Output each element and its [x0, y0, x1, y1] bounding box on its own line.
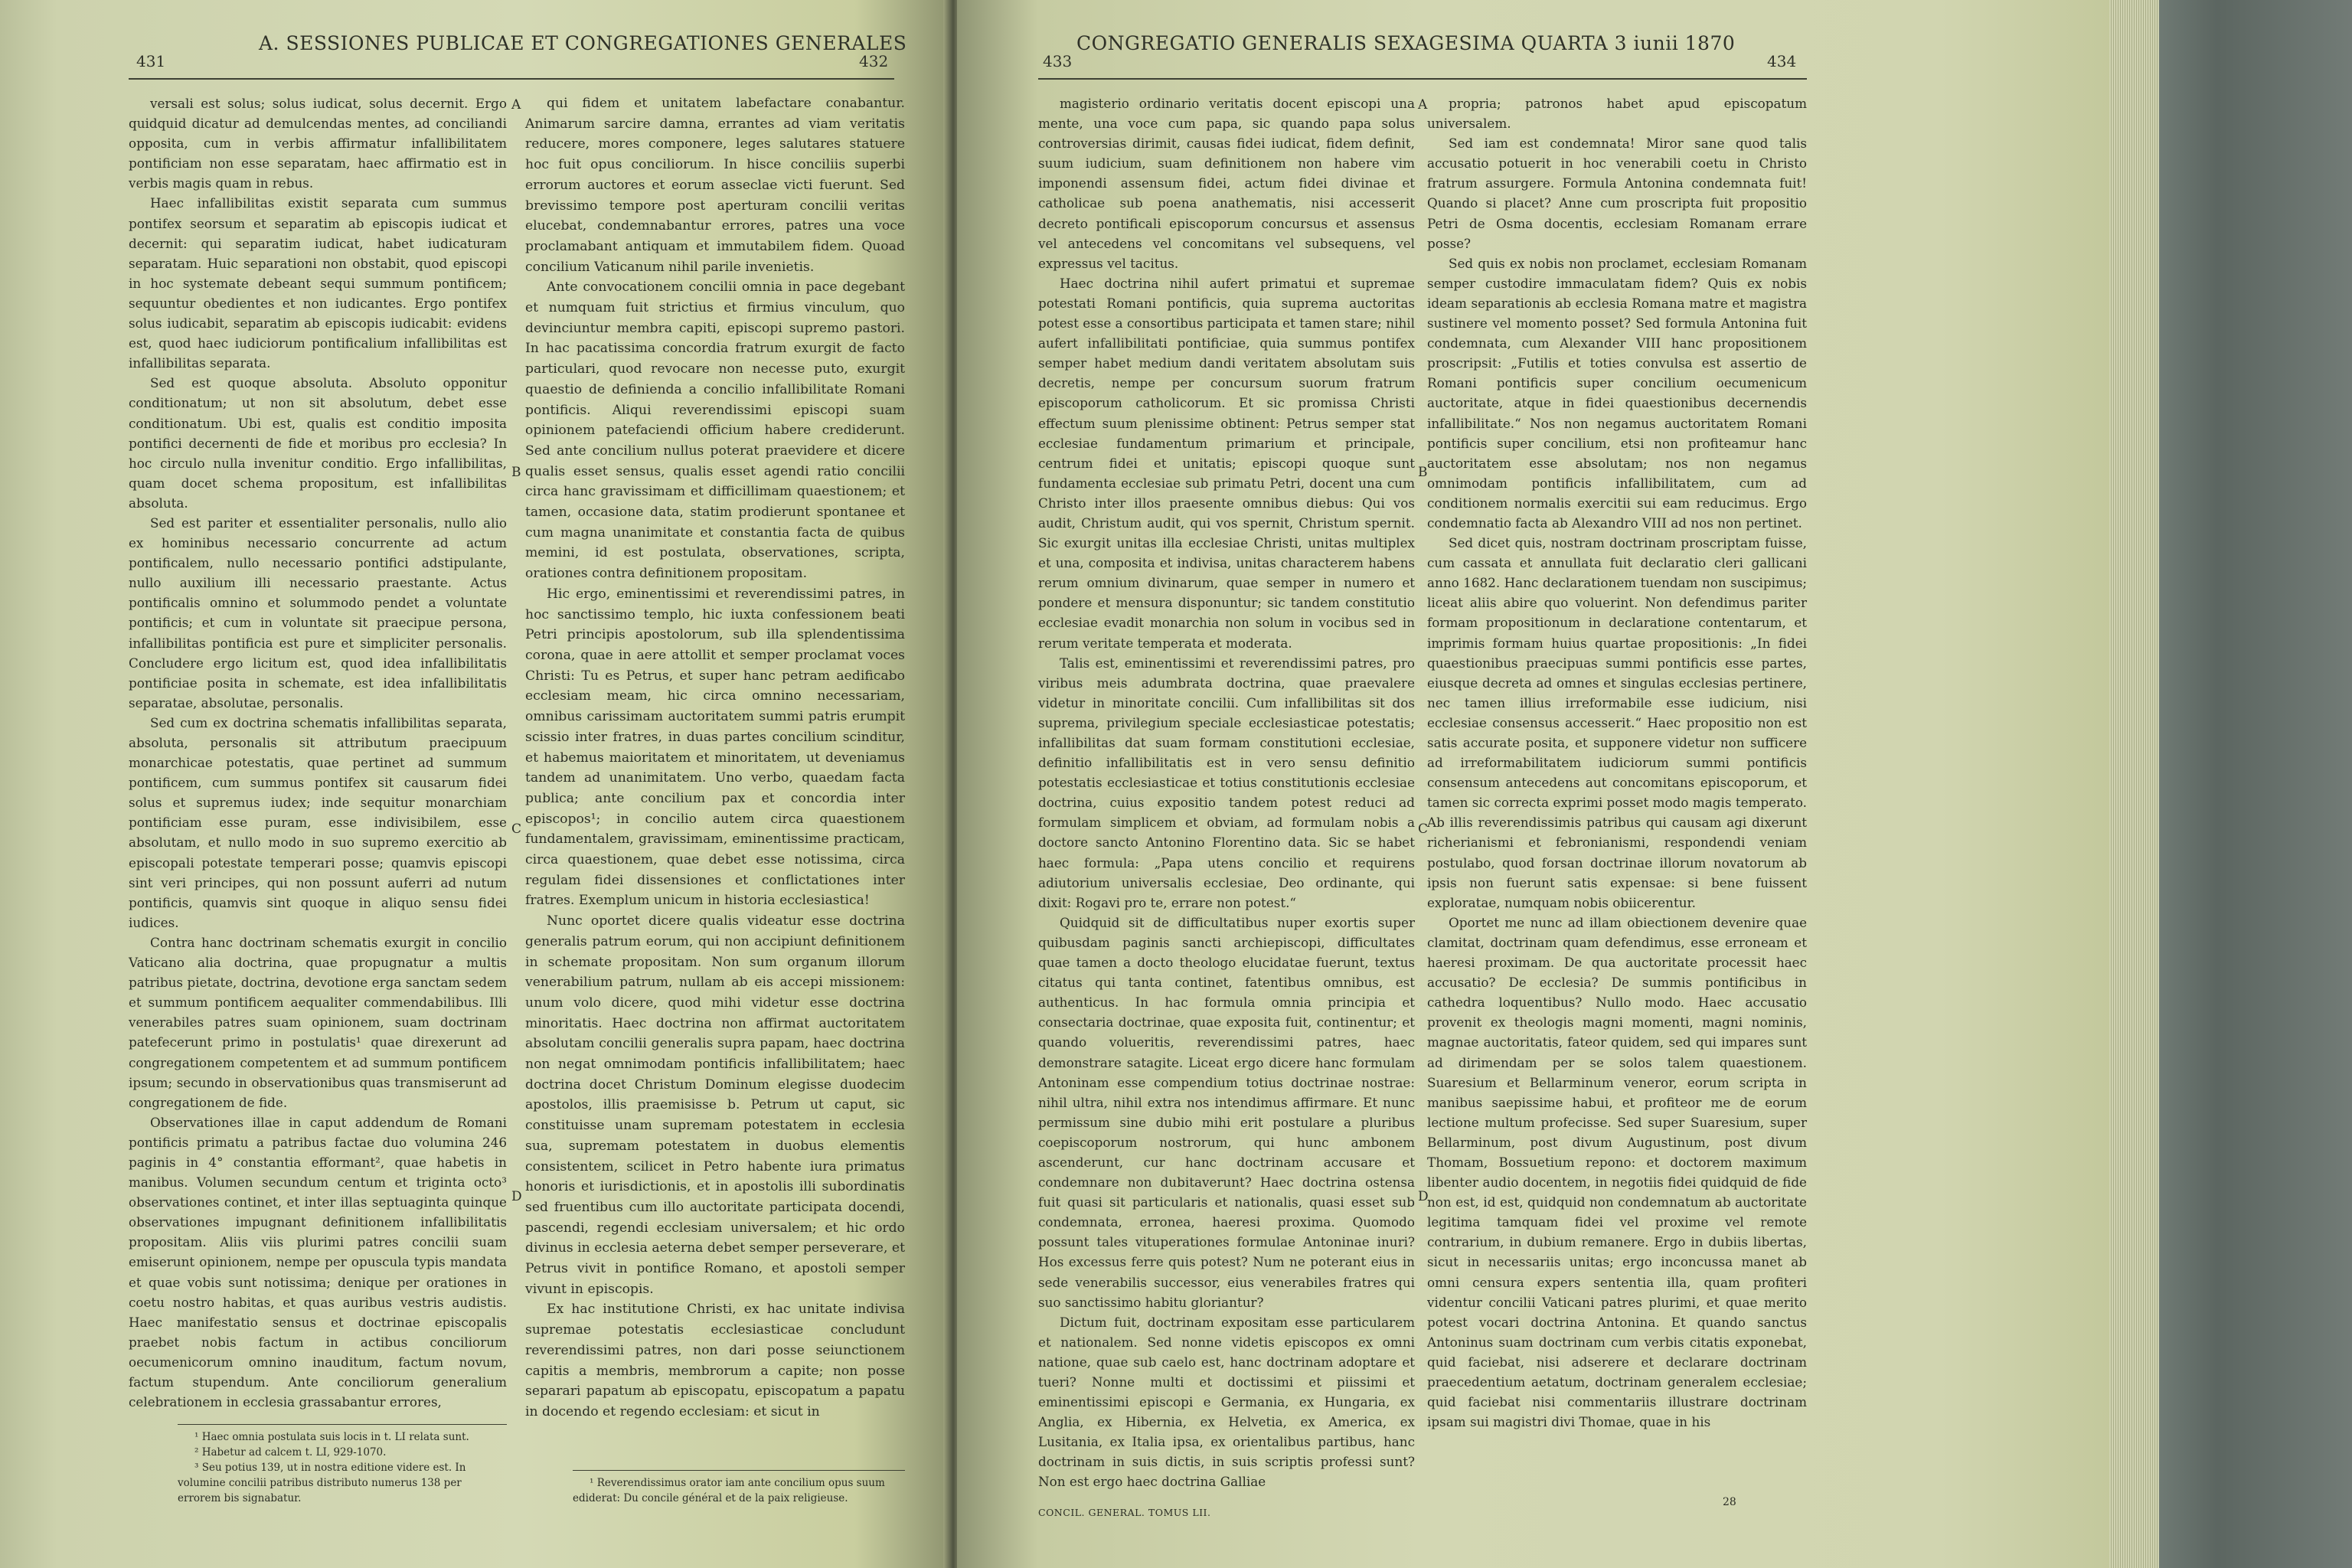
left-page [0, 0, 949, 1568]
column-433 [1038, 93, 1415, 1492]
book-cover [2159, 0, 2352, 1568]
paragraph: Sed cum ex doctrina schematis infallibilitas separata, absoluta, personalis sit attributum praecipuum monarchicae potestatis, quae pertinet ad summum pontificem, cum summus pontifex sit causarum fidei solus et supremus iudex; inde sequitur monarchiam pontificiam esse puram, esse indivisibilem, esse absolutam, et nullo modo in suo supremo exercitio ab episcopali potestate temperari posse; quamvis episcopi sint veri principes, qui non possunt auferri ad nutum pontificis, quamvis sint quoque in aliquo sensu fidei iudices. [129, 714, 507, 930]
paragraph: Sed dicet quis, nostram doctrinam proscriptam fuisse, cum cassata et annullata fuit declaratio cleri gallicani anno 1682. Hanc declarationem tuendam non suscipimus; liceat aliis abire quo voluerint. Non defendimus pariter formam propositionum in declaratione contentarum, et imprimis formam huius quartae propositionis: „In fidei quaestionibus praecipuas summi pontificis esse partes, eiusque decreta ad omnes et singulas ecclesias pertinere, nec tamen illius irreformabile esse iudicium, nisi ecclesiae consensus accesserit.“ Haec propositio non est satis accurate posita, et supponere videtur non sufficere ad irreformabilitatem iudiciorum summi pontificis consensum antecedens aut concomitans episcoporum, et tamen sic correcta exprimi posset modo magis temperato. Ab illis reverendissimis patribus qui causam agi dixerunt richerianismi et febronianismi, respondendi veniam postulabo, quod forsan doctrinae illorum novatorum ab ipsis non fuerunt satis expensae: si bene fuissent exploratae, numquam nobis obiicerentur. [1427, 535, 1807, 910]
footnote-rule [573, 1470, 905, 1471]
marker-d-left: D [511, 1189, 522, 1204]
marker-b-right: B [1418, 465, 1428, 480]
marker-a-left: A [511, 97, 521, 113]
paragraph: Dictum fuit, doctrinam expositam esse particularem et nationalem. Sed nonne videtis episcopos ex omni natione, quae sub caelo est, hanc doctrinam adoptare et tueri? Nonne multi et doctissimi et piissimi et eminentissimi episcopi e Germania, ex Hungaria, ex Anglia, ex Hibernia, ex Helvetia, ex America, ex Lusitania, ex Italia ipsa, ex orientalibus partibus, hanc doctrinam in suis dictis, in suis scriptis professi sunt? Non est ergo haec doctrina Galliae [1038, 1314, 1415, 1490]
paragraph: Ex hac institutione Christi, ex hac unitate indivisa supremae potestatis ecclesiasticae concludunt reverendissimi patres, non dari posse seiunctionem capitis a membris, membrorum a capite; non posse separari papatum ab episcopatu, episcopatum a papatu in docendo et regendo ecclesiam: et sicut in [525, 1302, 905, 1419]
paragraph: Quidquid sit de difficultatibus nuper exortis super quibusdam paginis sancti archiepiscopi, difficultates quae tamen a docto theologo elucidatae fuerunt, textus citatus qui tanta continet, fatentibus omnibus, est authenticus. In hac formula omnia principia et consectaria doctrinae, quae exposita fuit, continentur; et quando volueritis, reverendissimi patres, haec demonstrare satagite. Liceat ergo dicere hanc formulam Antoninam esse compendium totius doctrinae nostrae: nihil ultra, nihil extra nos intendimus affirmare. Et nunc permissum sine dubio mihi erit postulare a pluribus coepiscoporum nostrorum, qui hunc ambonem ascenderunt, cur hanc doctrinam accusare et condemnare non dubitaverunt? Haec doctrina ostensa fuit quasi sit particularis et nationalis, quasi esset sub condemnata, erronea, haeresi proxima. Quomodo possunt tales vituperationes formulae Antoninae inuri? Hos excessus ferre quis potest? Num ne poterant eius in sede venerabilis successor, eius venerabiles fratres qui suo sanctissimo habitu gloriantur? [1038, 914, 1415, 1310]
column-434 [1427, 93, 1807, 1432]
marker-b-left: B [511, 465, 521, 480]
paragraph: qui fidem et unitatem labefactare conabantur. Animarum sarcire damna, errantes ad viam veritatis reducere, mores componere, leges salutares statuere hoc fuit opus conciliorum. In hisce conciliis superbi errorum auctores et eorum asseclae victi fuerunt. Sed brevissimo tempore post aperturam concilii veritas elucebat, condemnabantur errores, patres una voce proclamabant antiquam et immutabilem fidem. Quoad concilium Vaticanum nihil parile invenietis. [525, 96, 905, 275]
paragraph: Sed est quoque absoluta. Absoluto opponitur conditionatum; ut non sit absolutum, debet esse conditionatum. Ubi est, qualis est conditio imposita pontifici decernenti de fide et moribus pro ecclesia? In hoc circulo nulla invenitur conditio. Ergo infallibilitas, quam docet schema propositum, est infallibilitas absoluta. [129, 375, 507, 511]
footnote: ¹ Reverendissimus orator iam ante concilium opus suum ediderat: Du concile général et de la paix religieuse. [573, 1477, 885, 1504]
footnote: ¹ Haec omnia postulata suis locis in t. LI relata sunt. [194, 1431, 469, 1443]
paragraph: Talis est, eminentissimi et reverendissimi patres, pro viribus meis adumbrata doctrina, quae praevalere videtur in minoritate concilii. Cum infallibilitas sit dos suprema, privilegium speciale ecclesiasticae potestatis; infallibilitas dat suam formam constitutioni ecclesiae, definitio infallibilitatis est in vero sensu definitio potestatis ecclesiasticae et totius constitutionis ecclesiae doctrina, cuius expositio tandem potest reduci ad formulam simplicem et obviam, ad formulam nobis a doctore sancto Antonino Florentino data. Sic se habet haec formula: „Papa utens concilio et requirens adiutorium universalis ecclesiae, Deo ordinante, qui dixit: Rogavi pro te, errare non potest.“ [1038, 655, 1415, 910]
signature-mark: CONCIL. GENERAL. TOMUS LII. [1038, 1507, 1211, 1518]
column-number-434: 434 [1767, 52, 1797, 70]
paragraph: Sed est pariter et essentialiter personalis, nullo alio ex hominibus necessario concurrente ad actum pontificalem, nullo necessario pontifici adstipulante, nullo auxilium illi necessario praestante. Actus pontificalis omnino et solummodo pendet a voluntate pontificis; et cum in voluntate sit praecipue persona, infallibilitas pontificia est pure et simpliciter personalis. Concludere ergo licitum est, quod idea infallibilitatis pontificiae posita in schemate, est idea infallibilitatis separatae, absolutae, personalis. [129, 514, 507, 710]
marker-a-right: A [1418, 97, 1428, 113]
paragraph: Ante convocationem concilii omnia in pace degebant et numquam fuit strictius et firmius vinculum, quo devinciuntur membra capiti, episcopi supremo pastori. In hac pacatissima concordia fratrum exurgit de facto particulari, quod revocare non necesse puto, exurgit quaestio de definienda a concilio infallibilitate Romani pontificis. Aliqui reverendissimi episcopi suam opinionem patefaciendi officium habere crediderunt. Sed ante concilium nullus poterat praevidere et dicere qualis esset sensus, qualis esset agendi ratio concilii circa hanc gravissimam et difficillimam quaestionem; et tamen, occasione data, statim prodierunt spontanee et cum magna unanimitate et constantia facta de quibus memini, id est postulata, observationes, scripta, orationes contra definitionem propositam. [525, 279, 905, 582]
column-432 [525, 93, 905, 1423]
running-head-right: CONGREGATIO GENERALIS SEXAGESIMA QUARTA 3 iunii 1870 [1076, 32, 1736, 54]
paragraph: propria; patronos habet apud episcopatum universalem. [1427, 96, 1807, 132]
right-page [957, 0, 2113, 1568]
footnote-rule [178, 1424, 507, 1425]
paragraph: Haec doctrina nihil aufert primatui et supremae potestati Romani pontificis, quia suprema auctoritas potest esse a consortibus participata et tamen stare; nihil aufert infallibilitati pontificiae, quia summus pontifex semper habet medium dandi veritatem absolutam suis decretis, nempe per concursum suorum fratrum episcoporum catholicorum. Et sic promissa Christi effectum suum plenissime obtinent: Petrus semper stat ecclesiae fundamentum primarium et principale, centrum fidei et unitatis; episcopi quoque sunt fundamenta ecclesiae sub primatu Petri, docent una cum Christo inter illos praesente omnibus diebus: Qui vos audit, Christum audit, qui vos spernit, Christum spernit. Sic exurgit unitas illa ecclesiae Christi, unitas multiplex et una, composita et indivisa, unitas characterem habens rerum omnium divinarum, quae semper in numero et pondere et mensura disponuntur; sic tandem constitutio ecclesiae evadit monarchia non solum in vocibus sed in rerum veritate temperata et moderata. [1038, 275, 1415, 651]
column-number-432: 432 [859, 52, 889, 70]
paragraph: Oportet me nunc ad illam obiectionem devenire quae clamitat, doctrinam quam defendimus, esse erroneam et haeresi proximam. De qua auctoritate processit haec accusatio? De ecclesia? De summis pontificibus in cathedra loquentibus? Nullo modo. Haec accusatio provenit ex theologis magni momenti, magni nominis, magnae auctoritatis, fateor quidem, sed qui impares sunt ad dirimendam per se solos talem quaestionem. Suaresium et Bellarminum veneror, eorum scripta in manibus saepissime habui, et profiteor me de eorum lectione multum profecisse. Sed super Suaresium, super Bellarminum, post divum Augustinum, post divum Thomam, Bossuetium repono: et doctorem maximum libenter audio docentem, in negotiis fidei quidquid de fide non est, id est, quidquid non condemnatum ab auctoritate legitima tamquam fidei vel proxime vel remote contrarium, in dubium remanere. Ergo in dubiis libertas, sicut in necessariis unitas; ergo inconcussa manet ab omni censura expers sententia illa, quam profiteri videntur concilii Vaticani patres plurimi, et quae merito potest vocari doctrina Antonina. Et quando sanctus Antoninus suam doctrinam cum verbis citatis exponebat, quid faciebat, nisi adserere et declarare doctrinam praecedentium aetatum, doctrinam generalem ecclesiae; quid faciebat nisi commentariis illustrare doctrinam ipsam sui magistri divi Thomae, quae in his [1427, 914, 1807, 1430]
footnotes-432 [573, 1470, 905, 1506]
footnotes-431 [178, 1424, 507, 1506]
page-edges [2109, 0, 2163, 1568]
column-431 [129, 93, 507, 1412]
head-rule-right [1038, 78, 1807, 80]
paragraph: versali est solus; solus iudicat, solus decernit. Ergo quidquid dicatur ad demulcendas mentes, ad conciliandi opposita, cum in verbis affirmatur infallibilitatem pontificiam non esse separatam, haec affirmatio est in verbis magis quam in rebus. [129, 96, 507, 191]
column-number-431: 431 [136, 52, 166, 70]
paragraph: Hic ergo, eminentissimi et reverendissimi patres, in hoc sanctissimo templo, hic iuxta confessionem beati Petri principis apostolorum, sub illa splendentissima corona, quae in aere attollit et semper proclamat voces Christi: Tu es Petrus, et super hanc petram aedificabo ecclesiam meam, hic circa omnino necessariam, omnibus carissimam auctoritatem summi patris erumpit scissio inter fratres, in duas partes concilium scinditur, et habemus maioritatem et minoritatem, ut deveniamus tandem ad unanimitatem. Uno verbo, quaedam facta publica; ante concilium pax et concordia inter episcopos¹; in concilio autem circa quaestionem fundamentalem, gravissimam, eminentissime practicam, circa quaestionem, quae debet esse notissima, circa regulam fidei dissensiones et conflictationes inter fratres. Exemplum unicum in historia ecclesiastica! [525, 586, 905, 909]
footnote: ² Habetur ad calcem t. LI, 929-1070. [194, 1446, 387, 1459]
paragraph: Sed iam est condemnata! Miror sane quod talis accusatio potuerit in hoc venerabili coetu in Christo fratrum assurgere. Formula Antonina condemnata fuit! Quando si placet? Anne cum proscripta fuit propositio Petri de Osma docentis, ecclesiam Romanam errare posse? [1427, 136, 1807, 251]
paragraph: Contra hanc doctrinam schematis exurgit in concilio Vaticano alia doctrina, quae propugnatur a multis patribus pietate, doctrina, devotione erga sanctam sedem et summum pontificem aequaliter commendabilibus. Illi venerabiles patres suam opinionem, suam doctrinam patefecerunt primo in postulatis¹ quae direxerunt ad congregationem competentem et ad summum pontificem ipsum; secundo in observationibus quas transmiserunt ad congregationem de fide. [129, 934, 507, 1110]
folio-number: 28 [1723, 1496, 1736, 1508]
paragraph: Nunc oportet dicere qualis videatur esse doctrina generalis patrum eorum, qui non accipiunt definitionem in schemate propositam. Non sum organum illorum venerabilium patrum, nullam ab eis accepi missionem: unum volo dicere, quod mihi videtur esse doctrina minoritatis. Haec doctrina non affirmat auctoritatem absolutam concilii generalis supra papam, haec doctrina non negat omnimodam pontificis infallibilitatem; haec doctrina docet Christum Dominum elegisse duodecim apostolos, illis praemisisse b. Petrum ut caput, sic constituisse unam supremam potestatem in ecclesia sua, supremam potestatem in duobus elementis consistentem, scilicet in Petro habente iura primatus honoris et iurisdictionis, et in apostolis illi subordinatis sed fruentibus cum illo auctoritate participata docendi, pascendi, regendi ecclesiam universalem; et hic ordo divinus in ecclesia aeterna debet semper perseverare, et Petrus vivit in pontifice Romano, et apostoli semper vivunt in episcopis. [525, 913, 905, 1297]
paragraph: Observationes illae in caput addendum de Romani pontificis primatu a patribus factae duo volumina 246 paginis in 4° constantia efformant², quae habetis in manibus. Volumen secundum centum et triginta octo³ observationes continet, et inter illas septuaginta quinque observationes impugnant definitionem infallibilitatis propositam. Aliis viis plurimi patres concilii suam emiserunt opinionem, nempe per opuscula typis mandata et quae vobis sunt notissima; denique per orationes in coetu nostro habitas, et quas auribus vestris audistis. Haec manifestatio sensus et doctrinae episcopalis praebet nobis factum in actibus conciliorum oecumenicorum omnino inauditum, factum novum, factum stupendum. Ante conciliorum generalium celebrationem in ecclesia grassabantur errores, [129, 1114, 507, 1410]
paragraph: Sed quis ex nobis non proclamet, ecclesiam Romanam semper custodire immaculatam fidem? Quis ex nobis ideam separationis ab ecclesia Romana matre et magistra sustinere vel momento posset? Sed formula Antonina fuit condemnata, cum Alexander VIII hanc propositionem proscripsit: „Futilis et toties convulsa est assertio de Romani pontificis super concilium oecumenicum auctoritate, atque in fidei quaestionibus decernendis infallibilitate.“ Nos non negamus auctoritatem Romani pontificis super concilium, etsi non profiteamur hanc auctoritatem esse absolutam; nos non negamus omnimodam pontificis infallibilitatem, cum ad conditionem normalis exercitii sui eam reducimus. Ergo condemnatio facta ab Alexandro VIII ad nos non pertinet. [1427, 255, 1807, 531]
running-head-left: A. SESSIONES PUBLICAE ET CONGREGATIONES GENERALES [259, 32, 907, 54]
marker-c-right: C [1418, 822, 1429, 837]
head-rule-left [129, 78, 894, 80]
paragraph: Haec infallibilitas existit separata cum summus pontifex seorsum et separatim ab episcopis iudicat et decernit: qui separatim iudicat, habet iudicaturam separatam. Huic separationi non obstabit, quod episcopi in hoc systemate debeant sequi summum pontificem; sequuntur obedientes et non iudicantes. Ergo pontifex solus iudicabit, separatim ab episcopis iudicabit: evidens est, quod haec iudiciorum pontificalium infallibilitas est infallibilitas separata. [129, 195, 507, 371]
marker-c-left: C [511, 822, 522, 837]
marker-d-right: D [1418, 1189, 1429, 1204]
paragraph: magisterio ordinario veritatis docent episcopi una mente, una voce cum papa, sic quando papa solus controversias dirimit, causas fidei iudicat, fidem definit, suum iudicium, suam definitionem non habere vim imponendi assensum fidei, actum fidei divinae et catholicae sub poena anathematis, nisi accesserit decreto pontificali episcoporum concursus et assensus vel antecedens vel concomitans vel subsequens, vel expressus vel tacitus. [1038, 96, 1415, 271]
column-number-433: 433 [1043, 52, 1073, 70]
footnote: ³ Seu potius 139, ut in nostra editione videre est. In volumine concilii patribus distributo numerus 138 per errorem bis signabatur. [178, 1462, 466, 1504]
